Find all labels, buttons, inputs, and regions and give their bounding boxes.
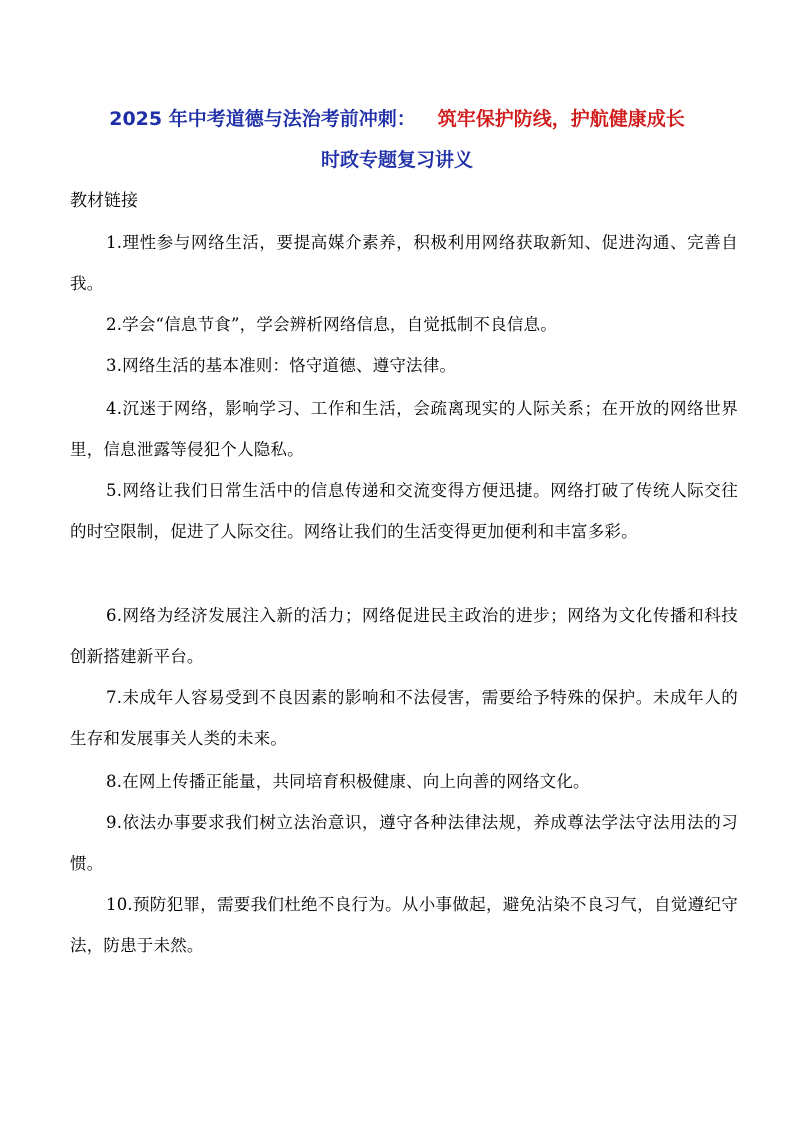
list-item: 8.在网上传播正能量，共同培育积极健康、向上向善的网络文化。 bbox=[106, 772, 590, 791]
list-item: 1.理性参与网络生活，要提高媒介素养，积极利用网络获取新知、促进沟通、完善自我。 bbox=[70, 233, 738, 293]
list-item: 2.学会“信息节食”，学会辨析网络信息，自觉抵制不良信息。 bbox=[106, 315, 557, 334]
title-highlight: 筑牢保护防线，护航健康成长 bbox=[437, 108, 685, 130]
document-title bbox=[0, 106, 794, 132]
list-item: 9.依法办事要求我们树立法治意识，遵守各种法律法规，养成尊法学法守法用法的习惯。 bbox=[70, 813, 738, 873]
list-item: 7.未成年人容易受到不良因素的影响和不法侵害，需要给予特殊的保护。未成年人的生存和发展事关人类的未来。 bbox=[70, 688, 738, 748]
list-item: 5.网络让我们日常生活中的信息传递和交流变得方便迅捷。网络打破了传统人际交往的时空限制，促进了人际交往。网络让我们的生活变得更加便利和丰富多彩。 bbox=[70, 481, 738, 541]
list-item: 4.沉迷于网络，影响学习、工作和生活，会疏离现实的人际关系；在开放的网络世界里，信息泄露等侵犯个人隐私。 bbox=[70, 399, 738, 459]
section-heading: 教材链接 bbox=[70, 191, 138, 211]
list-item: 6.网络为经济发展注入新的活力；网络促进民主政治的进步；网络为文化传播和科技创新搭建新平台。 bbox=[70, 606, 738, 666]
list-item: 3.网络生活的基本准则：恪守道德、遵守法律。 bbox=[106, 356, 457, 375]
title-prefix: 2025 年中考道德与法治考前冲刺： bbox=[109, 108, 416, 130]
document-subtitle: 时政专题复习讲义 bbox=[320, 149, 473, 171]
list-item: 10.预防犯罪，需要我们杜绝不良行为。从小事做起，避免沾染不良习气，自觉遵纪守法，防患于未然。 bbox=[70, 895, 738, 955]
